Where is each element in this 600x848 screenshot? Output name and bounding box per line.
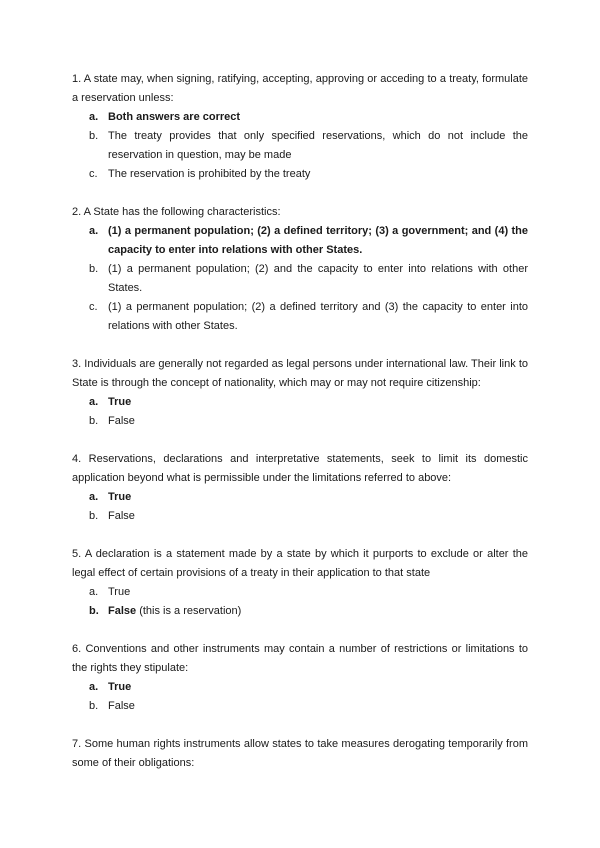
question-body: A declaration is a statement made by a state by which it purports to exclude or alter the legal effect of certain provisions of a treaty in their application to that state: [72, 548, 528, 579]
option-b-correct: [72, 602, 528, 621]
option-letter: a.: [89, 491, 99, 503]
question-body: Conventions and other instruments may contain a number of restrictions or limitations to the rights they stipulate:: [72, 643, 529, 674]
option-text: True: [108, 396, 132, 408]
question-number: 7.: [72, 738, 82, 750]
document-page: [72, 70, 528, 792]
option-a-correct: [72, 393, 528, 412]
option-letter: b.: [89, 130, 99, 142]
question-5: [72, 545, 528, 621]
option-letter: b.: [89, 263, 99, 275]
option-text: False: [108, 605, 137, 617]
option-text: True: [108, 491, 132, 503]
option-a-correct: [72, 222, 528, 260]
option-letter: b.: [89, 700, 99, 712]
option-a-correct: [72, 678, 528, 697]
question-text: [72, 450, 528, 488]
option-text: False: [108, 415, 135, 427]
question-text: [72, 545, 528, 583]
question-body: Individuals are generally not regarded as legal persons under international law. Their link to State is through the concept of nationality, which may or may not require citizenship:: [72, 358, 528, 389]
question-body: A State has the following characteristics:: [83, 206, 281, 218]
options-list: [72, 393, 528, 431]
option-text: False: [108, 700, 135, 712]
question-1: [72, 70, 528, 184]
option-letter: c.: [89, 301, 98, 313]
question-body: Some human rights instruments allow states to take measures derogating temporarily from some of their obligations:: [72, 738, 528, 769]
option-letter: a.: [89, 681, 99, 693]
question-number: 3.: [72, 358, 82, 370]
option-text: (1) a permanent population; (2) and the capacity to enter into relations with other States.: [108, 263, 528, 294]
question-text: [72, 70, 528, 108]
question-number: 1.: [72, 73, 82, 85]
option-letter: c.: [89, 168, 98, 180]
option-text: The reservation is prohibited by the treaty: [108, 168, 311, 180]
option-letter: b.: [89, 605, 99, 617]
question-number: 6.: [72, 643, 82, 655]
option-b: [72, 412, 528, 431]
option-text: False: [108, 510, 135, 522]
question-text: [72, 203, 528, 222]
options-list: [72, 108, 528, 184]
option-a-correct: [72, 108, 528, 127]
option-letter: a.: [89, 111, 99, 123]
question-text: [72, 735, 528, 773]
option-a: [72, 583, 528, 602]
option-c: [72, 298, 528, 336]
option-b: [72, 127, 528, 165]
option-b: [72, 507, 528, 526]
option-letter: a.: [89, 225, 99, 237]
option-a-correct: [72, 488, 528, 507]
options-list: [72, 583, 528, 621]
question-text: [72, 355, 528, 393]
option-letter: b.: [89, 415, 99, 427]
option-b: [72, 697, 528, 716]
option-b: [72, 260, 528, 298]
option-text: (1) a permanent population; (2) a defined territory and (3) the capacity to enter into relations with other States.: [108, 301, 528, 332]
question-2: [72, 203, 528, 336]
option-c: [72, 165, 528, 184]
options-list: [72, 488, 528, 526]
option-text: (1) a permanent population; (2) a defined territory; (3) a government; and (4) the capacity to enter into relations with other States.: [108, 225, 528, 256]
question-3: [72, 355, 528, 431]
question-text: [72, 640, 528, 678]
option-text: True: [108, 681, 132, 693]
question-number: 4.: [72, 453, 82, 465]
options-list: [72, 678, 528, 716]
question-6: [72, 640, 528, 716]
option-note: (this is a reservation): [139, 605, 242, 617]
option-letter: b.: [89, 510, 99, 522]
option-text: The treaty provides that only specified reservations, which do not include the reservation in question, may be made: [108, 130, 528, 161]
option-letter: a.: [89, 396, 99, 408]
question-number: 2.: [72, 206, 82, 218]
option-letter: a.: [89, 586, 99, 598]
question-number: 5.: [72, 548, 82, 560]
question-7: [72, 735, 528, 773]
options-list: [72, 222, 528, 336]
option-text: Both answers are correct: [108, 111, 241, 123]
question-4: [72, 450, 528, 526]
question-body: A state may, when signing, ratifying, accepting, approving or acceding to a treaty, formulate a reservation unless:: [72, 73, 529, 104]
question-body: Reservations, declarations and interpretative statements, seek to limit its domestic application beyond what is permissible under the limitations referred to above:: [72, 453, 528, 484]
option-text: True: [108, 586, 131, 598]
